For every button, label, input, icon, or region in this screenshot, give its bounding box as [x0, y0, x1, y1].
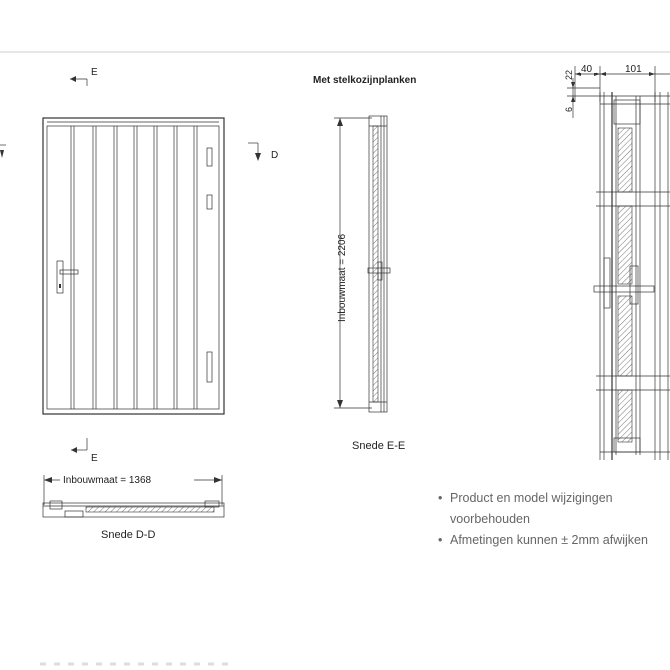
- note-bullet-2: •: [438, 533, 443, 547]
- section-marker-e-bottom-label: E: [91, 453, 98, 464]
- door-handle: [57, 261, 78, 293]
- section-marker-e-top: [70, 67, 98, 86]
- note-text-1: Product en model wijzigingen: [450, 491, 613, 505]
- section-ee-dimension-label: Inbouwmaat = 2206: [337, 233, 348, 322]
- note-bullet-1: •: [438, 491, 443, 505]
- note-line-1-cont: [438, 509, 648, 530]
- section-ee: [334, 116, 405, 452]
- note-text-2: Afmetingen kunnen ± 2mm afwijken: [450, 533, 648, 547]
- note-line-2: [438, 530, 648, 551]
- section-dd: [43, 473, 224, 541]
- section-marker-e-top-label: E: [91, 67, 98, 78]
- front-view: [43, 67, 278, 464]
- detail-dim-6: 6: [564, 106, 574, 112]
- section-marker-d: [248, 143, 278, 161]
- notes-block: [438, 488, 648, 551]
- section-dd-dimension-label: Inbouwmaat = 1368: [63, 475, 152, 486]
- door-planks: [71, 126, 197, 409]
- detail-dim-40: 40: [581, 64, 593, 75]
- detail-dim-101: 101: [625, 64, 642, 75]
- section-dd-caption: Snede D-D: [101, 529, 156, 541]
- section-ee-caption: Snede E-E: [352, 440, 406, 452]
- section-marker-e-bottom: [71, 438, 98, 464]
- note-text-1-cont: voorbehouden: [450, 512, 530, 526]
- left-edge-marker: [0, 145, 6, 158]
- door-hinges: [207, 148, 212, 382]
- detail-dim-22: 22: [564, 69, 574, 80]
- detail-section: [564, 63, 670, 460]
- note-line-1: [438, 488, 648, 509]
- section-marker-d-label: D: [271, 150, 279, 161]
- drawing-title: Met stelkozijnplanken: [313, 75, 417, 86]
